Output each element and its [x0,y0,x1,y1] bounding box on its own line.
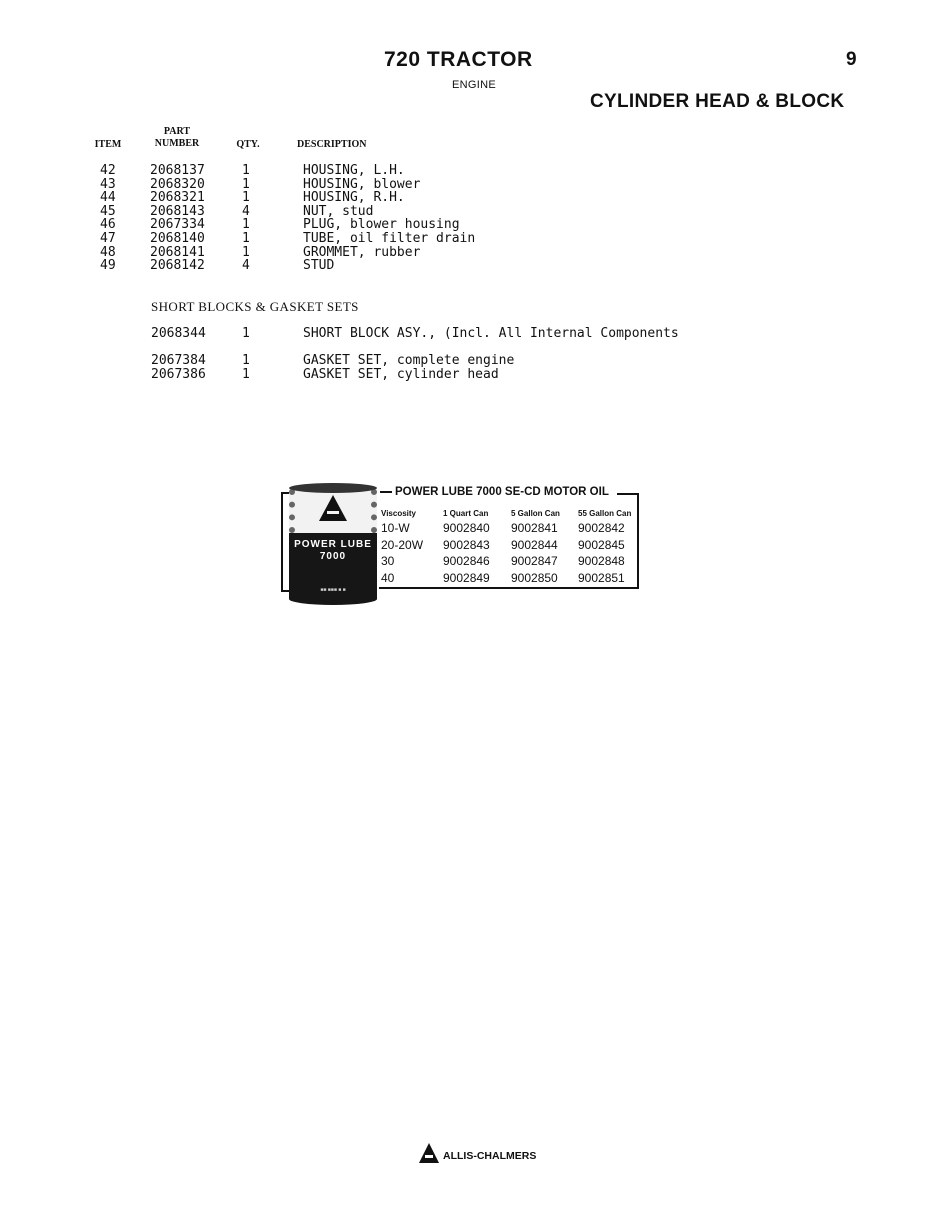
description: NUT, stud [303,203,374,219]
description: SHORT BLOCK ASY., (Incl. All Internal Components [303,326,679,341]
frame-top-line [617,493,639,495]
quantity: 1 [242,230,250,246]
gal5-part: 9002847 [511,554,558,569]
oil-table [381,506,642,586]
quart-part: 9002840 [443,521,490,536]
column-header-description: DESCRIPTION [297,139,367,150]
quart-part: 9002846 [443,554,490,569]
allis-chalmers-logo-icon [319,495,347,521]
header-5-gallon: 5 Gallon Can [511,508,560,518]
section-title: CYLINDER HEAD & BLOCK [590,91,845,112]
quantity: 1 [242,367,250,382]
quantity: 1 [242,163,250,178]
gal55-part: 9002842 [578,521,625,536]
header-viscosity: Viscosity [381,508,416,518]
quantity: 1 [242,190,250,206]
description: GASKET SET, cylinder head [303,367,499,382]
oil-can-image [289,483,377,605]
header-55-gallon: 55 Gallon Can [578,508,632,518]
quantity: 4 [242,258,250,274]
quantity: 1 [242,217,250,233]
column-header-part-number [152,126,202,150]
item-number: 48 [100,244,116,260]
part-number: 2068142 [150,258,205,274]
quart-part: 9002849 [443,570,490,585]
quart-part: 9002843 [443,537,490,552]
column-header-part-line1: PART [163,126,191,137]
part-number: 2068321 [150,190,205,206]
gal5-part: 9002844 [511,537,558,552]
description: HOUSING, R.H. [303,190,405,206]
gal55-part: 9002845 [578,537,625,552]
brand-name: ALLIS-CHALMERS [443,1150,537,1162]
quantity: 1 [242,353,250,368]
part-number: 2068344 [151,326,206,341]
viscosity: 10-W [381,521,410,536]
page-title: 720 TRACTOR [384,48,533,71]
description: GASKET SET, complete engine [303,353,515,368]
item-number: 49 [100,258,116,274]
can-fine-print: ■■ ■■■ ■ ■ [320,587,346,593]
column-header-part-line2: NUMBER [154,138,200,149]
oil-title-text: POWER LUBE 7000 SE-CD MOTOR OIL [395,486,609,498]
can-lid [289,483,377,493]
part-number: 2068143 [150,203,205,219]
part-number: 2067386 [151,367,206,382]
can-label-line1: POWER LUBE [294,539,372,550]
logo-bar [425,1155,433,1158]
oil-table-row [381,520,642,537]
description: TUBE, oil filter drain [303,230,476,246]
part-number: 2068141 [150,244,205,260]
part-number: 2068137 [150,163,205,178]
gal5-part: 9002841 [511,521,558,536]
description: HOUSING, L.H. [303,163,405,178]
item-number: 44 [100,190,116,206]
logo-bar [327,511,339,514]
description: GROMMET, rubber [303,244,421,260]
oil-table-header [381,506,642,520]
can-base [289,593,377,605]
item-number: 43 [100,176,116,192]
item-number: 45 [100,203,116,219]
description: HOUSING, blower [303,176,421,192]
item-number: 42 [100,163,116,178]
header-quart: 1 Quart Can [443,508,489,518]
gal5-part: 9002850 [511,570,558,585]
description: STUD [303,258,335,274]
can-label-line2: 7000 [319,551,347,562]
page-number: 9 [846,49,857,70]
page-subtitle: ENGINE [452,79,496,91]
item-number: 47 [100,230,116,246]
motor-oil-panel [277,480,642,610]
oil-table-row [381,537,642,554]
part-number: 2067384 [151,353,206,368]
item-number: 46 [100,217,116,233]
title-dash [380,491,392,493]
column-header-qty: QTY. [236,139,260,150]
gal55-part: 9002848 [578,554,625,569]
description: PLUG, blower housing [303,217,460,233]
oil-title [377,486,609,498]
quantity: 1 [242,176,250,192]
viscosity: 30 [381,554,395,569]
allis-chalmers-logo-icon [419,1143,439,1163]
part-number: 2068320 [150,176,205,192]
column-header-item: ITEM [94,139,122,150]
quantity: 4 [242,203,250,219]
short-blocks-heading: SHORT BLOCKS & GASKET SETS [151,299,359,314]
quantity: 1 [242,326,250,341]
part-number: 2068140 [150,230,205,246]
oil-table-row [381,570,642,587]
gal55-part: 9002851 [578,570,625,585]
viscosity: 40 [381,570,395,585]
quantity: 1 [242,244,250,260]
part-number: 2067334 [150,217,205,233]
viscosity: 20-20W [381,537,424,552]
oil-table-row [381,553,642,570]
